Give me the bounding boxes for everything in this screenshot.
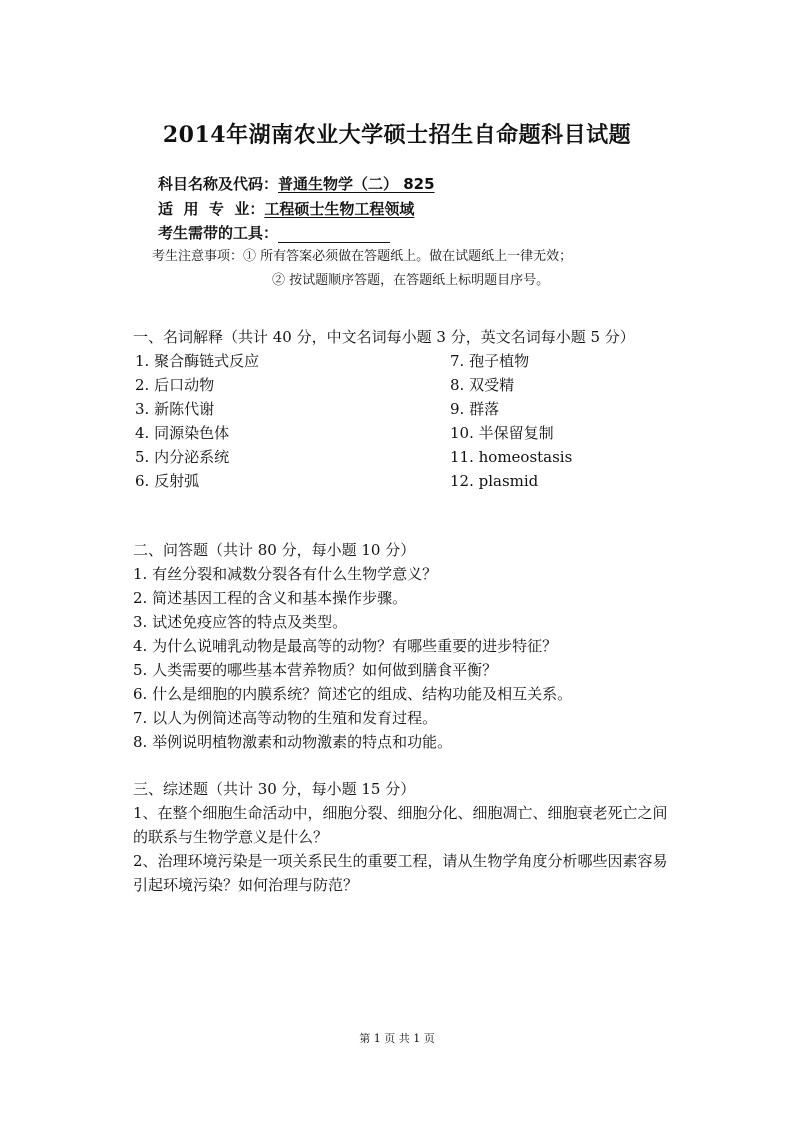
question-item: 8. 举例说明植物激素和动物激素的特点和功能。 [133,733,453,751]
tools-label: 考生需带的工具： [158,224,279,242]
question-item: 2. 简述基因工程的含义和基本操作步骤。 [133,589,408,607]
question-item: 5. 人类需要的哪些基本营养物质？如何做到膳食平衡？ [133,661,498,679]
page-footer: 第 1 页 共 1 页 [359,1032,435,1045]
term-item: 7. 孢子植物 [450,352,530,370]
question-item: 4. 为什么说哺乳动物是最高等的动物？有哪些重要的进步特征？ [133,637,558,655]
subject-value: 普通生物学（二） 825 [278,175,435,193]
term-item: 12. plasmid [450,472,539,490]
section-1 [133,325,703,493]
major-row [158,198,414,219]
section-2-heading: 二、问答题（共计 80 分，每小题 10 分） [133,541,416,559]
term-item: 6. 反射弧 [135,472,200,490]
term-item: 5. 内分泌系统 [135,448,230,466]
subject-row [158,173,435,194]
subject-label: 科目名称及代码： [158,175,279,193]
term-item: 8. 双受精 [450,376,515,394]
question-item: 3. 试述免疫应答的特点及类型。 [133,613,348,631]
notice-2: ② 按试题顺序答题，在答题纸上标明题目序号。 [272,273,550,288]
major-value: 工程硕士生物工程领域 [264,200,415,218]
tools-blank [278,228,390,243]
term-item: 4. 同源染色体 [135,424,230,442]
term-item: 1. 聚合酶链式反应 [135,352,260,370]
notice-label: 考生注意事项： [152,249,244,264]
term-item: 3. 新陈代谢 [135,400,215,418]
section-3 [133,777,668,897]
section-3-heading: 三、综述题（共计 30 分，每小题 15 分） [133,780,416,798]
term-item: 10. 半保留复制 [450,424,554,442]
essay-item: 2、治理环境污染是一项关系民生的重要工程，请从生物学角度分析哪些因素容易引起环境污染？如何治理与防范？ [133,852,668,894]
term-item: 11. homeostasis [450,448,573,466]
essay-item: 1、在整个细胞生命活动中，细胞分裂、细胞分化、细胞凋亡、细胞衰老死亡之间的联系与生物学意义是什么？ [133,804,668,846]
notice-row-1 [152,245,572,264]
exam-title: 2014年湖南农业大学硕士招生自命题科目试题 [162,122,632,148]
section-2 [133,538,572,754]
question-item: 6. 什么是细胞的内膜系统？简述它的组成、结构功能及相互关系。 [133,685,573,703]
question-item: 7. 以人为例简述高等动物的生殖和发育过程。 [133,709,438,727]
term-item: 9. 群落 [450,400,500,418]
question-item: 1. 有丝分裂和减数分裂各有什么生物学意义？ [133,565,438,583]
major-label: 适 用 专 业： [158,200,265,218]
term-item: 2. 后口动物 [135,376,215,394]
tools-row [158,222,390,243]
section-1-heading: 一、名词解释（共计 40 分，中文名词每小题 3 分，英文名词每小题 5 分） [133,328,635,346]
notice-1: ① 所有答案必须做在答题纸上。做在试题纸上一律无效； [243,249,573,264]
